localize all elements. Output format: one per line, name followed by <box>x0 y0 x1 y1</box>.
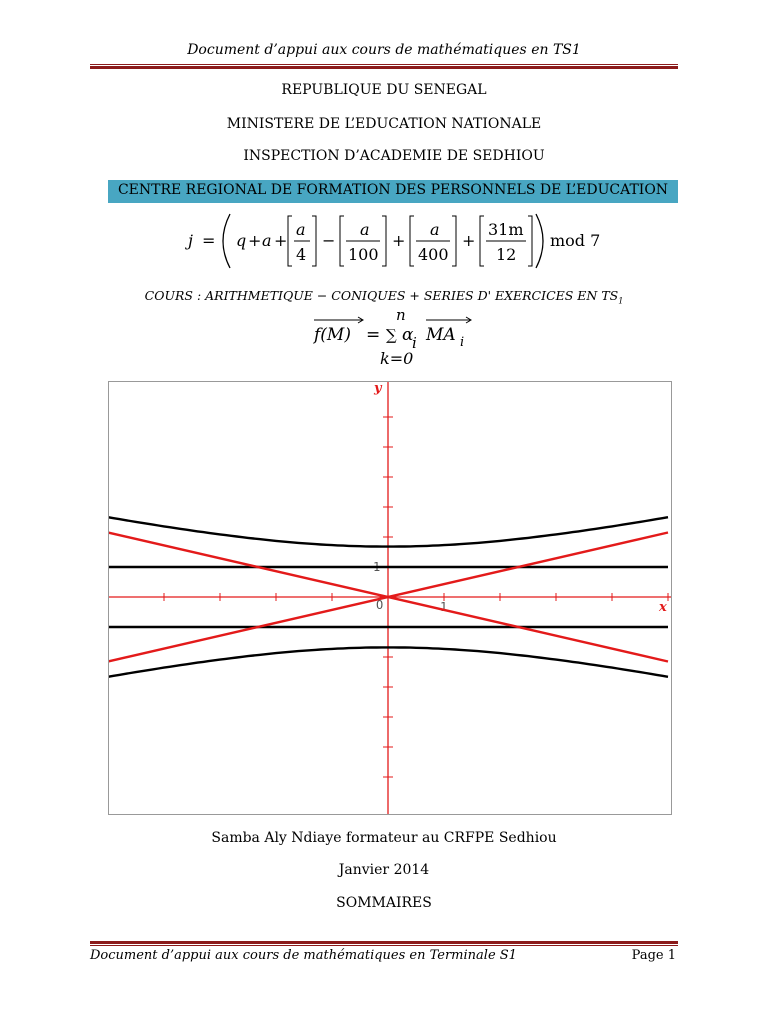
author-line: Samba Aly Ndiaye formateur au CRFPE Sedhiou <box>211 830 557 846</box>
svg-text:+: + <box>392 231 406 250</box>
page-number: Page 1 <box>631 948 676 963</box>
inspection-line: INSPECTION D’ACADEMIE DE SEDHIOU <box>243 148 545 164</box>
course-title-text: COURS : ARITHMETIQUE − CONIQUES + SERIES D' EXERCICES EN TS <box>144 288 619 303</box>
svg-text:=: = <box>202 231 216 250</box>
barycenter-formula <box>300 306 500 370</box>
y-tick-label: 1 <box>373 560 381 574</box>
footer-title: Document d’appui aux cours de mathématiques en Terminale S1 <box>90 948 517 963</box>
frac2-num: a <box>360 220 370 239</box>
formula2-index: i <box>412 334 417 352</box>
ministry-line: MINISTERE DE L’EDUCATION NATIONALE <box>226 116 542 132</box>
formula1-lhs: j <box>188 231 193 250</box>
date-line: Janvier 2014 <box>338 862 430 878</box>
svg-text:+: + <box>274 231 288 250</box>
footer-rule-thin <box>90 945 678 946</box>
x-axis-label: x <box>659 600 667 615</box>
conics-graph-svg <box>109 382 671 814</box>
formula1-a: a <box>262 231 272 250</box>
header-rule-thin <box>90 64 678 65</box>
frac2-den: 100 <box>348 245 379 264</box>
page-header: Document d’appui aux cours de mathématiques en TS1 <box>187 42 581 58</box>
formula2-lower: k=0 <box>380 349 414 368</box>
sommaires-heading: SOMMAIRES <box>336 895 432 911</box>
day-of-week-formula <box>180 210 610 272</box>
course-title-sub: 1 <box>618 296 624 306</box>
conics-graph <box>108 381 672 815</box>
formula2-sum: ∑ <box>386 326 397 344</box>
formula1-mod: mod 7 <box>550 231 601 250</box>
origin-label: O <box>376 598 384 612</box>
header-rule-thick <box>90 66 678 69</box>
formula2-lhs: f(M) <box>314 325 351 345</box>
frac4-num: 31m <box>488 220 524 239</box>
republic-line: REPUBLIQUE DU SENEGAL <box>281 82 487 98</box>
frac4-den: 12 <box>496 245 517 264</box>
svg-text:+: + <box>248 231 262 250</box>
svg-text:−: − <box>322 231 336 250</box>
formula2-alpha: α <box>402 325 414 345</box>
formula2-vec-index: i <box>460 335 465 350</box>
course-title <box>0 288 768 306</box>
footer-rule-thick <box>90 941 678 944</box>
frac1-num: a <box>296 220 306 239</box>
x-tick-label: 1 <box>440 600 448 614</box>
frac1-den: 4 <box>296 245 307 264</box>
formula2-vec: MA <box>426 325 456 345</box>
frac3-num: a <box>430 220 440 239</box>
frac3-den: 400 <box>418 245 449 264</box>
formula1-q: q <box>236 231 247 250</box>
y-axis-label: y <box>374 382 382 396</box>
formula2-upper: n <box>396 306 406 324</box>
crfpe-banner: CENTRE REGIONAL DE FORMATION DES PERSONNELS DE L’EDUCATION <box>108 180 678 203</box>
formula2-eq: = <box>366 325 381 345</box>
svg-text:+: + <box>462 231 476 250</box>
